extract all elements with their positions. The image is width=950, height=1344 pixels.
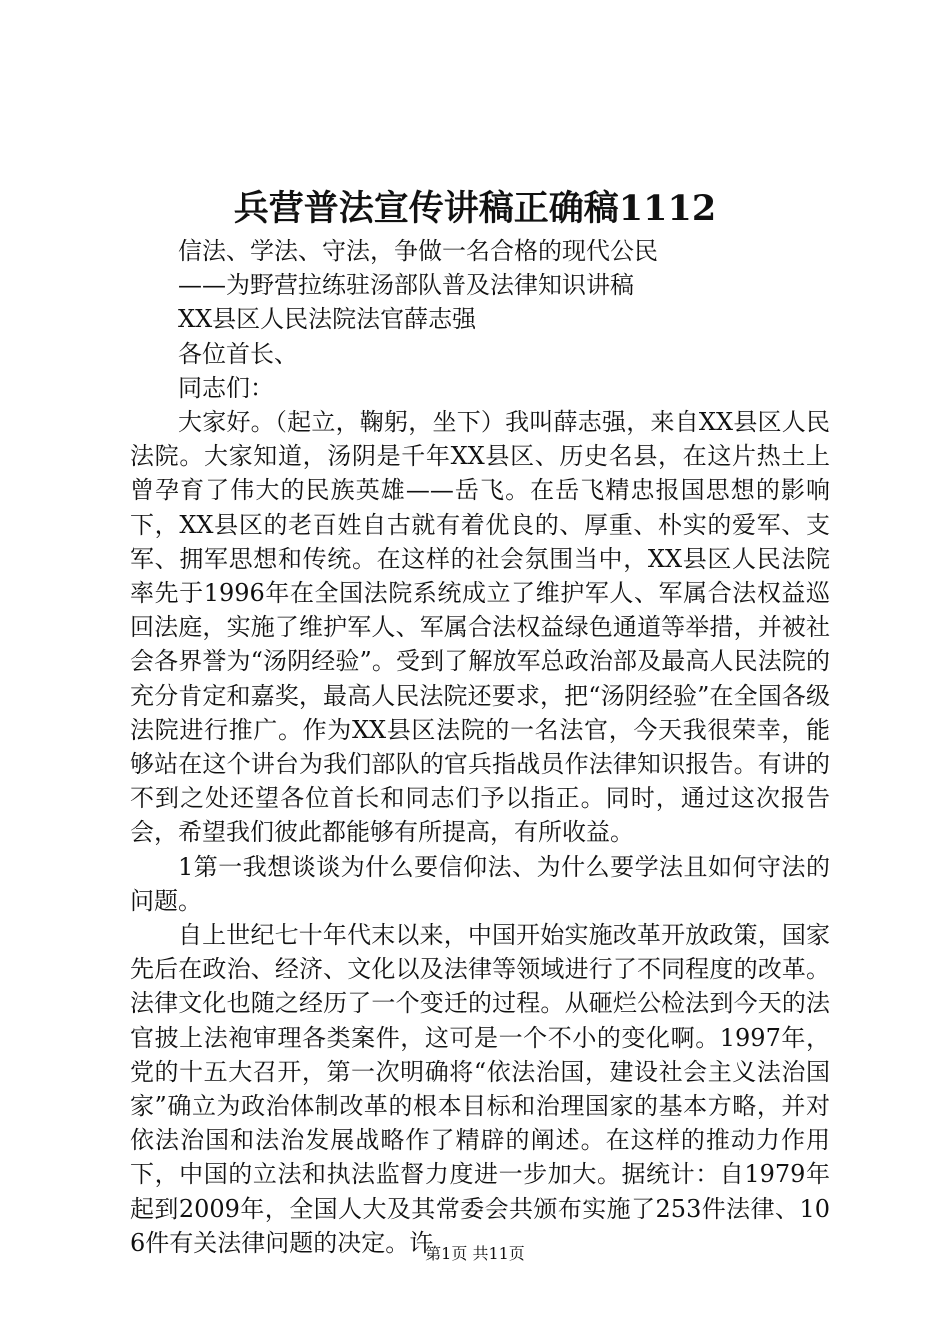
speaker-line: XX县区人民法院法官薛志强	[178, 305, 477, 334]
document-body	[130, 234, 830, 1260]
body-paragraph: 1第一我想谈谈为什么要信仰法、为什么要学法且如何守法的问题。	[130, 852, 830, 915]
salutation-line-1: 各位首长、	[178, 339, 298, 368]
document-title: 兵营普法宣传讲稿正确稿1112	[233, 188, 717, 229]
body-paragraph: 大家好。（起立，鞠躬，坐下）我叫薛志强，来自XX县区人民法院。大家知道，汤阴是千年XX县区、历史名县，在这片热土上曾孕育了伟大的民族英雄——岳飞。在岳飞精忠报国思想的影响下，XX县区的老百姓自古就有着优良的、厚重、朴实的爱军、支军、拥军思想和传统。在这样的社会氛围当中，XX县区人民法院率先于1996年在全国法院系统成立了维护军人、军属合法权益巡回法庭，实施了维护军人、军属合法权益绿色通道等举措，并被社会各界誉为“汤阴经验”。受到了解放军总政治部及最高人民法院的充分肯定和嘉奖，最高人民法院还要求，把“汤阴经验”在全国各级法院进行推广。作为XX县区法院的一名法官，今天我很荣幸，能够站在这个讲台为我们部队的官兵指战员作法律知识报告。有讲的不到之处还望各位首长和同志们予以指正。同时，通过这次报告会，希望我们彼此都能够有所提高，有所收益。	[130, 408, 830, 847]
page-number-footer: 第1页 共11页	[425, 1244, 525, 1263]
salutation-line-2: 同志们：	[178, 373, 274, 402]
speech-theme-line: 信法、学法、守法，争做一名合格的现代公民	[178, 237, 658, 265]
speech-subtitle-line: ——为野营拉练驻汤部队普及法律知识讲稿	[178, 271, 634, 300]
body-paragraph: 自上世纪七十年代末以来，中国开始实施改革开放政策，国家先后在政治、经济、文化以及法律等领域进行了不同程度的改革。法律文化也随之经历了一个变迁的过程。从砸烂公检法到今天的法官披上法袍审理各类案件，这可是一个不小的变化啊。1997年，党的十五大召开，第一次明确将“依法治国，建设社会主义法治国家”确立为政治体制改革的根本目标和治理国家的基本方略，并对依法治国和法治发展战略作了精辟的阐述。在这样的推动力作用下，中国的立法和执法监督力度进一步加大。据统计：自1979年起到2009年，全国人大及其常委会共颁布实施了253件法律、106件有关法律问题的决定。许	[130, 921, 830, 1257]
